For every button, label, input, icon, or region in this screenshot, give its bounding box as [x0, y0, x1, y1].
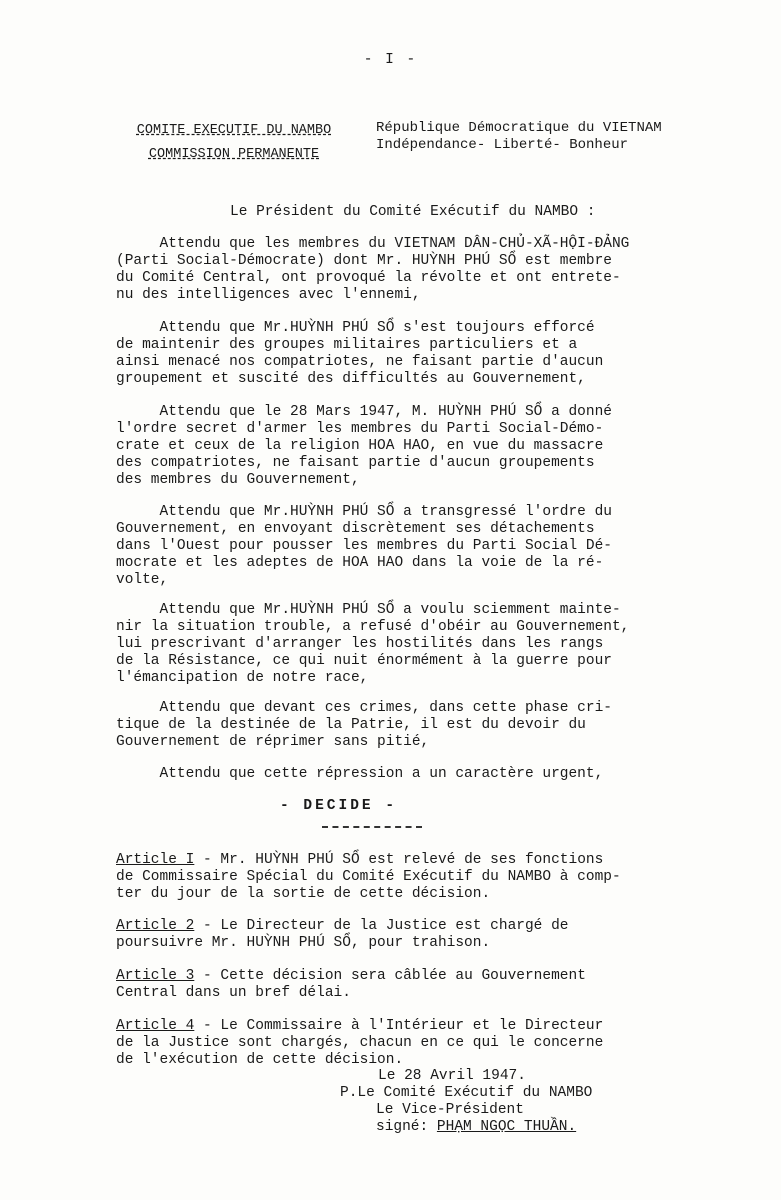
article-label: Article 3 [116, 968, 195, 984]
paragraph: Attendu que cette répression a un caractère urgent, [116, 766, 604, 782]
article-3 [116, 968, 676, 1002]
decide-underline [322, 826, 422, 828]
decide-heading: - DECIDE - [280, 798, 398, 814]
signature-signed [376, 1119, 576, 1136]
article-4 [116, 1018, 676, 1069]
article-label: Article I [116, 852, 195, 868]
paragraph: Attendu que le 28 Mars 1947, M. HUỲNH PHÚ SỔ a donné l'ordre secret d'armer les membres du Parti Social-Démo- crate et ceux de la religion HOA HAO, en vue du massacre des compatriotes, ne faisant partie d'aucun groupements des membres du Gouvernement, [116, 404, 612, 488]
paragraph: Attendu que devant ces crimes, dans cette phase cri- tique de la destinée de la Patrie, il est du devoir du Gouvernement de réprimer sans pitié, [116, 700, 612, 750]
paragraph: Attendu que les membres du VIETNAM DÂN-CHỦ-XÃ-HỘI-ĐẢNG (Parti Social-Démocrate) dont Mr. HUỲNH PHÚ SỔ est membre du Comité Central, ont provoqué la révolte et ont entrete- nu des intelligences avec l'ennemi, [116, 236, 630, 303]
article-label: Article 4 [116, 1018, 195, 1034]
article-1 [116, 852, 676, 903]
article-text: - Mr. HUỲNH PHÚ SỔ est relevé de ses fonctions de Commissaire Spécial du Comité Exécutif du NAMBO à comp- ter du jour de la sortie de cette décision. [116, 852, 621, 902]
header-right [376, 120, 716, 154]
page-number: - I - [363, 52, 418, 68]
signature-line2: Le Vice-Président [376, 1102, 524, 1118]
paragraph: Attendu que Mr.HUỲNH PHÚ SỔ s'est toujours efforcé de maintenir des groupes militaires particuliers et a ainsi menacé nos compatriotes, ne faisant partie d'aucun groupement et suscité des difficultés au Gouvernement, [116, 320, 604, 387]
header-left-line1: COMITE EXECUTIF DU NAMBO [136, 123, 332, 138]
article-text: - Cette décision sera câblée au Gouvernement Central dans un bref délai. [116, 968, 586, 1001]
header-left-line2: COMMISSION PERMANENTE [148, 147, 320, 162]
signature-date: Le 28 Avril 1947. [378, 1068, 526, 1084]
article-text: - Le Directeur de la Justice est chargé de poursuivre Mr. HUỲNH PHÚ SỔ, pour trahison. [116, 918, 569, 951]
header-right-line2: Indépendance- Liberté- Bonheur [376, 137, 629, 153]
header-right-line1: République Démocratique du VIETNAM [376, 120, 662, 136]
article-label: Article 2 [116, 918, 195, 934]
signatory-name: PHẠM NGỌC THUẦN. [436, 1119, 577, 1135]
article-text: - Le Commissaire à l'Intérieur et le Directeur de la Justice sont chargés, chacun en ce qui le concerne de l'exécution de cette décision. [116, 1018, 604, 1068]
signature-prefix: signé: [376, 1119, 437, 1135]
paragraph: Attendu que Mr.HUỲNH PHÚ SỔ a voulu sciemment mainte- nir la situation trouble, a refusé d'obéir au Gouvernement, lui prescrivant d'arranger les hostilités dans les rangs de la Résistance, ce qui nuit énormément à la guerre pour l'émancipation de notre race, [116, 602, 630, 686]
paragraph: Attendu que Mr.HUỲNH PHÚ SỔ a transgressé l'ordre du Gouvernement, en envoyant discrètement ses détachements dans l'Ouest pour pousser les membres du Parti Social Dé- mocrate et les adeptes de HOA HAO dans la voie de la ré- volte, [116, 504, 612, 588]
header-left [114, 122, 354, 163]
article-2 [116, 918, 676, 952]
signature-line1: P.Le Comité Exécutif du NAMBO [340, 1085, 593, 1101]
intro-line: Le Président du Comité Exécutif du NAMBO : [230, 204, 596, 220]
